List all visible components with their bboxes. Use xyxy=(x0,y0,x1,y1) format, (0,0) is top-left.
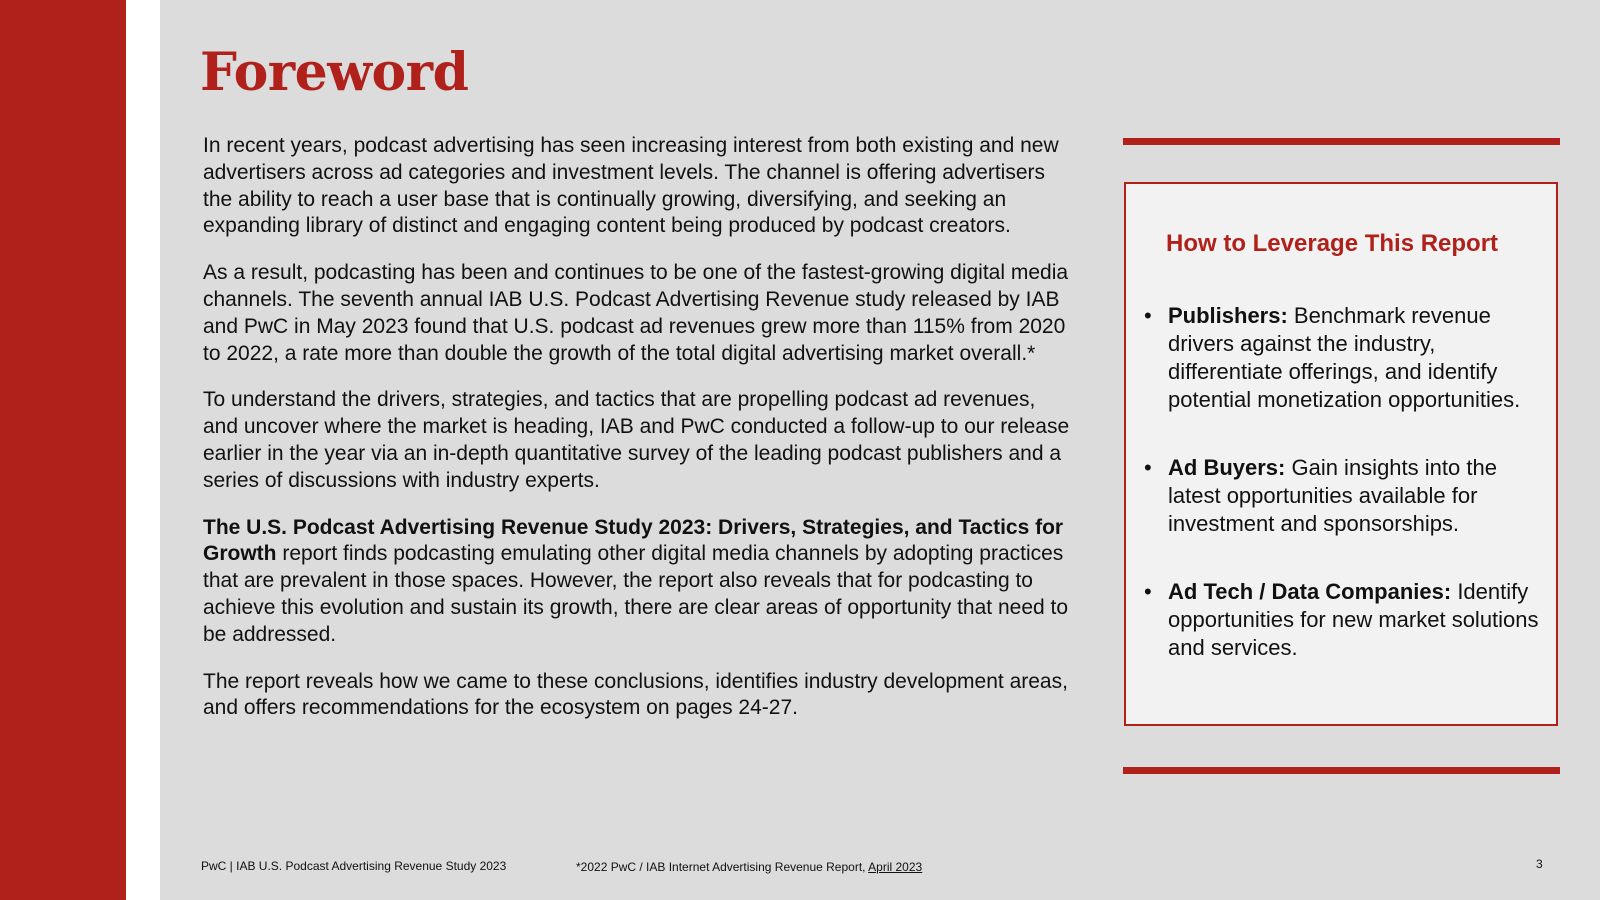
footer-source-link[interactable]: April 2023 xyxy=(868,860,923,874)
paragraph-intro: In recent years, podcast advertising has seen increasing interest from both existing and new advertisers across ad categories and investment levels. The channel is offering advertisers the ability to reach a user base that is continually growing, diversifying, and seeking an expanding library of distinct and engaging content being produced by podcast creators. xyxy=(203,134,1059,238)
footer-source-note xyxy=(576,860,922,874)
left-divider-strip xyxy=(126,0,160,900)
leverage-item-text: Identify opportunities for new market solutions and services. xyxy=(1168,579,1539,660)
leverage-list xyxy=(1142,302,1554,702)
leverage-box xyxy=(1124,182,1558,726)
leverage-item-text: Benchmark revenue drivers against the industry, differentiate offerings, and identify potential monetization opportunities. xyxy=(1168,303,1521,412)
paragraph-methodology: To understand the drivers, strategies, and tactics that are propelling podcast ad revenues, and uncover where the market is heading, IAB and PwC conducted a follow-up to our release earlier in the year via an in-depth quantitative survey of the leading podcast publishers and a series of discussions with industry experts. xyxy=(203,388,1070,492)
page-number: 3 xyxy=(1536,857,1543,871)
bullet-icon: • xyxy=(1144,579,1152,604)
paragraph-findings xyxy=(203,515,1073,649)
findings-text: report finds podcasting emulating other digital media channels by adopting practices that are prevalent in those spaces. However, the report also reveals that for podcasting to achieve this evolution and sustain its growth, there are clear areas of opportunity that need to be addressed. xyxy=(203,542,1069,646)
leverage-item-ad-buyers xyxy=(1142,454,1554,538)
leverage-item-label: Ad Buyers: xyxy=(1168,455,1286,480)
footer-report-name: PwC | IAB U.S. Podcast Advertising Revenue Study 2023 xyxy=(201,859,507,873)
leverage-item-label: Publishers: xyxy=(1168,303,1288,328)
leverage-item-publishers xyxy=(1142,302,1554,414)
report-title-bold: The U.S. Podcast Advertising Revenue Study 2023: Drivers, Strategies, and Tactics for Growth xyxy=(203,515,1064,566)
page-title: Foreword xyxy=(200,42,469,103)
bullet-icon: • xyxy=(1144,455,1152,480)
paragraph-conclusion: The report reveals how we came to these conclusions, identifies industry development areas, and offers recommendations for the ecosystem on pages 24-27. xyxy=(203,669,1068,720)
footer-source-text: *2022 PwC / IAB Internet Advertising Revenue Report, xyxy=(576,860,869,874)
foreword-body xyxy=(203,133,1073,742)
leverage-item-text: Gain insights into the latest opportunities available for investment and sponsorships. xyxy=(1168,455,1497,536)
leverage-item-label: Ad Tech / Data Companies: xyxy=(1168,579,1452,604)
sidebar-rule-top xyxy=(1123,138,1560,145)
leverage-title: How to Leverage This Report xyxy=(1166,230,1499,257)
leverage-item-ad-tech xyxy=(1142,578,1554,662)
bullet-icon: • xyxy=(1144,303,1152,328)
sidebar-rule-bottom xyxy=(1123,767,1560,774)
paragraph-growth: As a result, podcasting has been and continues to be one of the fastest-growing digital media channels. The seventh annual IAB U.S. Podcast Advertising Revenue study released by IAB and PwC in May 2023 found that U.S. podcast ad revenues grew more than 115% from 2020 to 2022, a rate more than double the growth of the total digital advertising market overall.* xyxy=(203,261,1069,365)
left-brand-bar xyxy=(0,0,126,900)
